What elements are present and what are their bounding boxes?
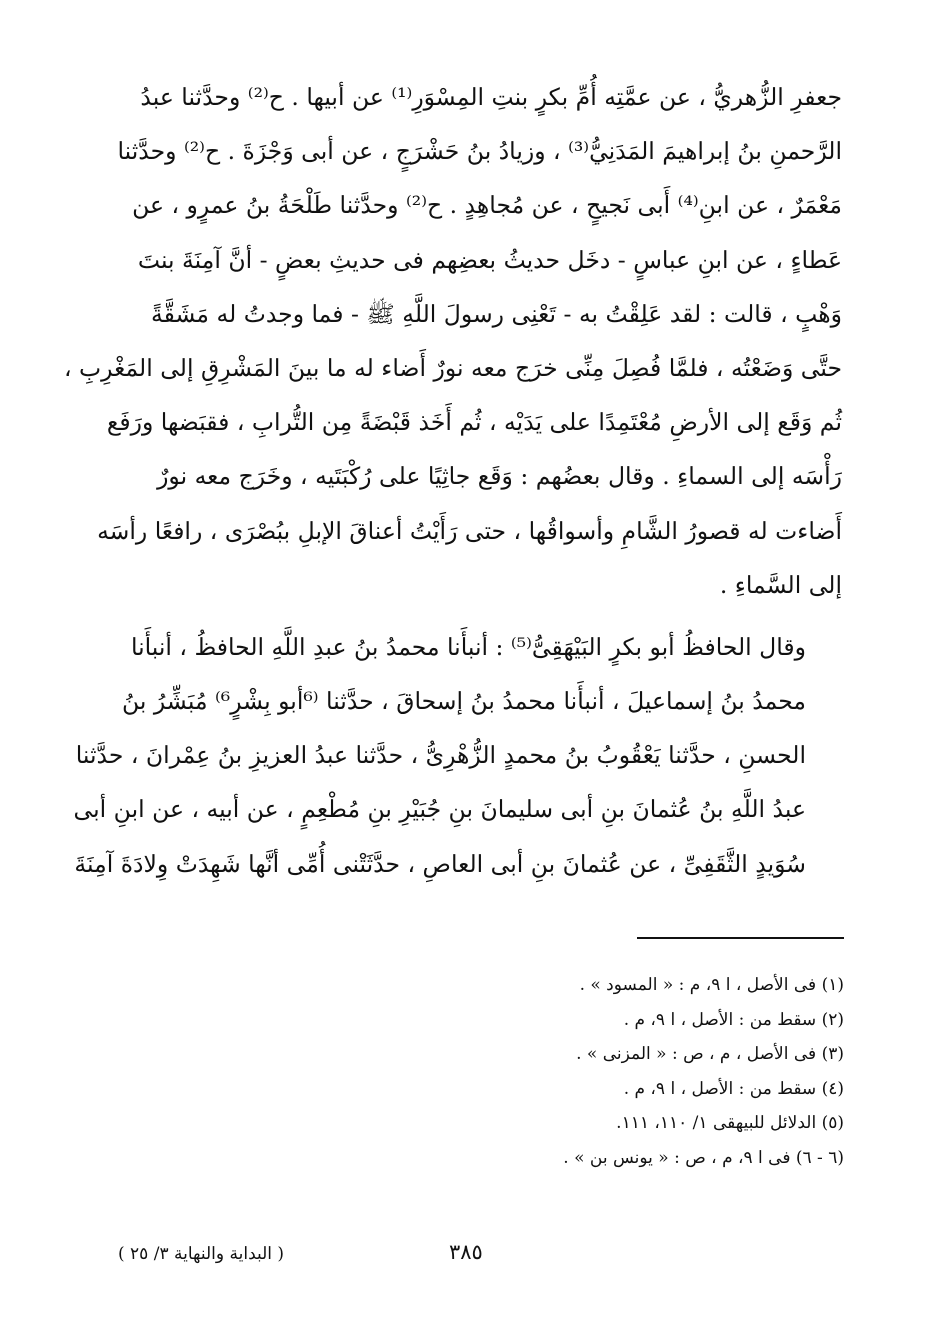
text-line: جعفرِ الزُّهريُّ ، عن عمَّتِه أُمِّ بكرٍ بنتِ المِسْوَرِ⁽¹⁾ عن أبيها . ح⁽²⁾ وحدَّثنا عبدُ [140, 83, 842, 111]
footnote: (٦ - ٦) فى ا ٩، م ، ص : « يونس بن » . [563, 1147, 844, 1168]
footnote: (١) فى الأصل ، ا ٩، م : « المسود » . [579, 975, 844, 995]
text-line: أَضاءت له قصورُ الشَّامِ وأسواقُها ، حتى رَأَيْتُ أعناقَ الإبلِ ببُصْرَى ، رافعًا رأسَه [97, 516, 842, 545]
footnotes [420, 968, 844, 1176]
paragraph [73, 620, 842, 891]
text-line: وَهْبٍ ، قالت : لقد عَلِقْتُ به - تَعْنِى رسولَ اللَّهِ ﷺ - فما وجدتُ له مَشَقَّةً [150, 299, 842, 328]
main-text [63, 70, 842, 891]
text-line: حتَّى وَضَعْتُه ، فلمَّا فُصِلَ مِنِّى خرَج معه نورٌ أَضاء له ما بينَ المَشْرِقِ إلى المَغْرِبِ ، [63, 353, 842, 382]
text-line: مَعْمَرٌ ، عن ابنِ⁽⁴⁾ أَبى نَجيحٍ ، عن مُجاهِدٍ . ح⁽²⁾ وحدَّثنا طَلْحَةُ بنُ عمرٍو ، عن [132, 191, 842, 220]
text-line: وقال الحافظُ أبو بكرٍ البَيْهَقِىُّ⁽⁵⁾ : أنبأَنا محمدُ بنُ عبدِ اللَّهِ الحافظُ ، أنبأَنا [130, 632, 806, 661]
text-line: عبدُ اللَّهِ بنُ عُثمانَ بنِ أبى سليمانَ بنِ جُبَيْرِ بنِ مُطْعِمٍ ، عن أبيه ، عن ابنِ أبى [73, 795, 806, 824]
footnote: (٤) سقط من : الأصل ، ا ٩، م . [623, 1078, 844, 1099]
text-line: محمدُ بنُ إسماعيلَ ، أنبأَنا محمدُ بنُ إسحاقَ ، حدَّثنا ⁽⁶أبو بِشْرٍ⁶⁾ مُبَشِّرُ بنُ [122, 687, 806, 716]
text-line: إلى السَّماءِ . [719, 570, 842, 599]
footnote: (٣) فى الأصل ، م ، ص : « المزنى » . [576, 1044, 844, 1065]
text-line: الحسنِ ، حدَّثنا يَعْقُوبُ بنُ محمدٍ الزُّهْرِىُّ ، حدَّثنا عبدُ العزيزِ بنُ عِمْرانَ ، حدَّثنا [75, 741, 806, 770]
page-footer [0, 1240, 938, 1274]
text-line: عَطاءٍ ، عن ابنِ عباسٍ - دخَل حديثُ بعضِهم فى حديثِ بعضٍ - أنَّ آمِنَةَ بنتَ [137, 245, 842, 274]
text-line: رَأْسَه إلى السماءِ . وقال بعضُهم : وَقَع جاثِيًا على رُكْبَتَيه ، وخَرَج معه نورٌ [157, 462, 842, 491]
running-footer-title: ( البداية والنهاية ٣/ ٢٥ ) [118, 1244, 285, 1264]
footnote: (٥) الدلائل للبيهقى ١/ ١١٠، ١١١. [616, 1113, 844, 1134]
page-number: ٣٨٥ [449, 1240, 483, 1264]
text-line: الرَّحمنِ بنُ إبراهيمَ المَدَنِيُّ⁽³⁾ ، وزيادُ بنُ حَشْرَجٍ ، عن أبى وَجْزَةَ . ح⁽²⁾ وحدَّثنا [117, 137, 842, 166]
footnote-divider [637, 937, 844, 939]
text-line: ثُم وَقَع إلى الأرضِ مُعْتَمِدًا على يَدَيْه ، ثُم أَخَذ قَبْضَةً مِن التُّرابِ ، فقبَضها ورَفَع [106, 408, 842, 437]
paragraph [63, 70, 842, 612]
footnote: (٢) سقط من : الأصل ، ا ٩، م . [623, 1009, 844, 1030]
text-line: سُوَيدٍ الثَّقَفِىِّ ، عن عُثمانَ بنِ أبى العاصِ ، حدَّثَتْنى أُمِّى أنَّها شَهِدَتْ وِلادَةَ آمِنَةَ [74, 849, 806, 878]
